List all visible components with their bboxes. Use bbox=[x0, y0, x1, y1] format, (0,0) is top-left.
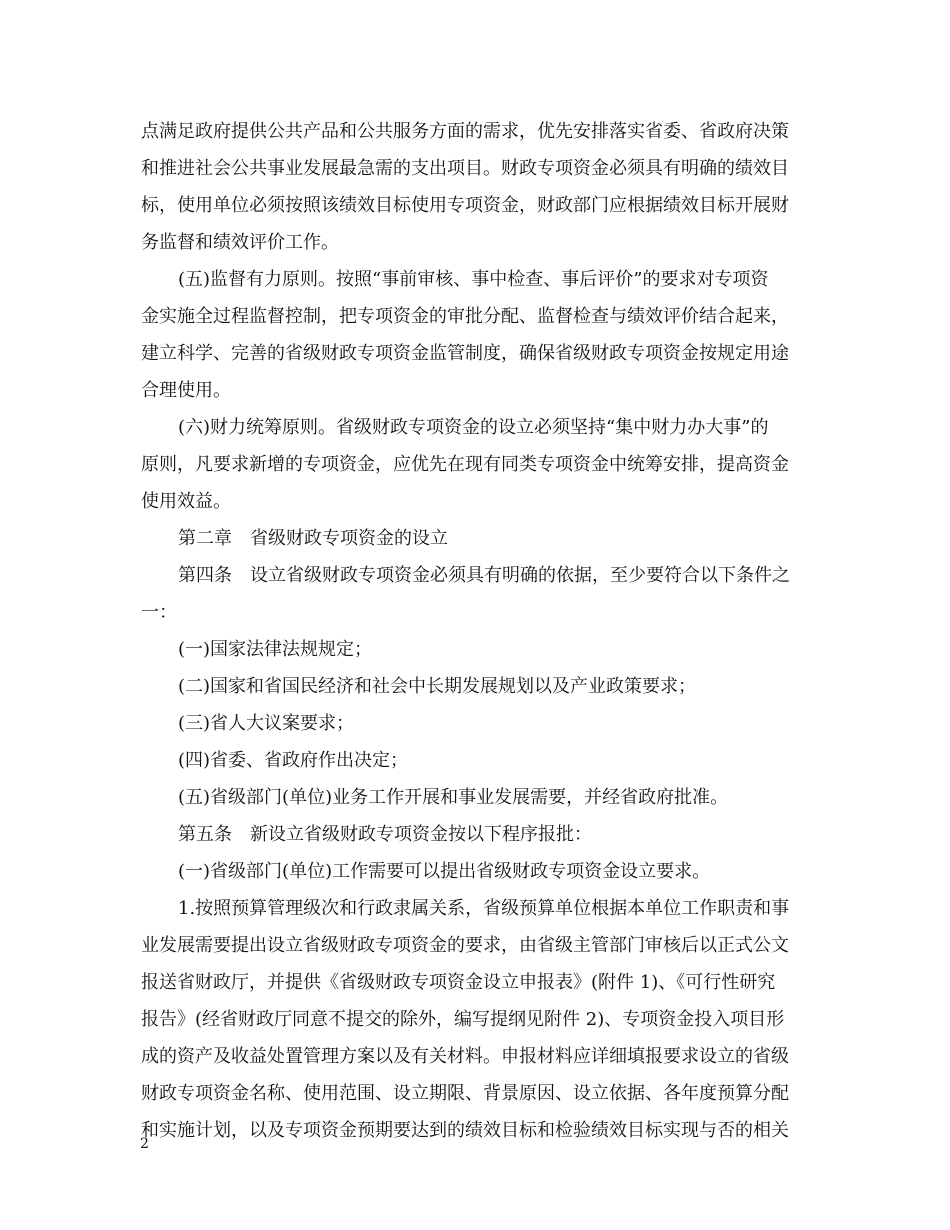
text-line: (六)财力统筹原则。省级财政专项资金的设立必须坚持“集中财力办大事”的 bbox=[178, 417, 769, 438]
list-item: (三)省人大议案要求； bbox=[178, 713, 355, 734]
text-line: 和推进社会公共事业发展最急需的支出项目。财政专项资金必须具有明确的绩效目 bbox=[141, 158, 789, 179]
list-item: (五)省级部门(单位)业务工作开展和事业发展需要，并经省政府批准。 bbox=[178, 787, 729, 808]
text-line: 使用效益。 bbox=[141, 491, 231, 512]
text-line: 报送省财政厅，并提供《省级财政专项资金设立申报表》(附件 1)、《可行性研究 bbox=[141, 972, 776, 993]
text-line: 标，使用单位必须按照该绩效目标使用专项资金，财政部门应根据绩效目标开展财 bbox=[141, 195, 789, 216]
list-item: (二)国家和省国民经济和社会中长期发展规划以及产业政策要求； bbox=[178, 676, 697, 697]
text-line: 建立科学、完善的省级财政专项资金监管制度，确保省级财政专项资金按规定用途 bbox=[141, 343, 789, 364]
text-line: 金实施全过程监督控制，把专项资金的审批分配、监督检查与绩效评价结合起来， bbox=[141, 306, 789, 327]
text-line: 合理使用。 bbox=[141, 380, 231, 401]
list-item: (四)省委、省政府作出决定； bbox=[178, 750, 409, 771]
text-line: 报告》(经省财政厅同意不提交的除外，编写提纲见附件 2)、专项资金投入项目形 bbox=[141, 1009, 785, 1030]
body-text bbox=[141, 113, 813, 1149]
text-line: 业发展需要提出设立省级财政专项资金的要求，由省级主管部门审核后以正式公文 bbox=[141, 935, 789, 956]
page-number: 2 bbox=[140, 1136, 149, 1152]
text-line: 1.按照预算管理级次和行政隶属关系，省级预算单位根据本单位工作职责和事 bbox=[178, 898, 790, 919]
article-heading: 第五条 新设立省级财政专项资金按以下程序报批： bbox=[178, 824, 592, 845]
text-line: 点满足政府提供公共产品和公共服务方面的需求，优先安排落实省委、省政府决策 bbox=[141, 121, 789, 142]
list-item: (一)省级部门(单位)工作需要可以提出省级财政专项资金设立要求。 bbox=[178, 861, 711, 882]
text-line: 财政专项资金名称、使用范围、设立期限、背景原因、设立依据、各年度预算分配 bbox=[141, 1083, 789, 1104]
text-line: (五)监督有力原则。按照“事前审核、事中检查、事后评价”的要求对专项资 bbox=[178, 269, 769, 290]
text-line: 和实施计划，以及专项资金预期要达到的绩效目标和检验绩效目标实现与否的相关 bbox=[141, 1120, 789, 1141]
list-item: (一)国家法律法规规定； bbox=[178, 639, 373, 660]
article-heading: 第四条 设立省级财政专项资金必须具有明确的依据，至少要符合以下条件之 bbox=[178, 565, 790, 586]
text-line: 原则，凡要求新增的专项资金，应优先在现有同类专项资金中统筹安排，提高资金 bbox=[141, 454, 789, 475]
text-line: 务监督和绩效评价工作。 bbox=[141, 232, 339, 253]
text-line: 成的资产及收益处置管理方案以及有关材料。申报材料应详细填报要求设立的省级 bbox=[141, 1046, 789, 1067]
chapter-heading: 第二章 省级财政专项资金的设立 bbox=[178, 528, 448, 549]
text-line: 一： bbox=[141, 602, 177, 623]
